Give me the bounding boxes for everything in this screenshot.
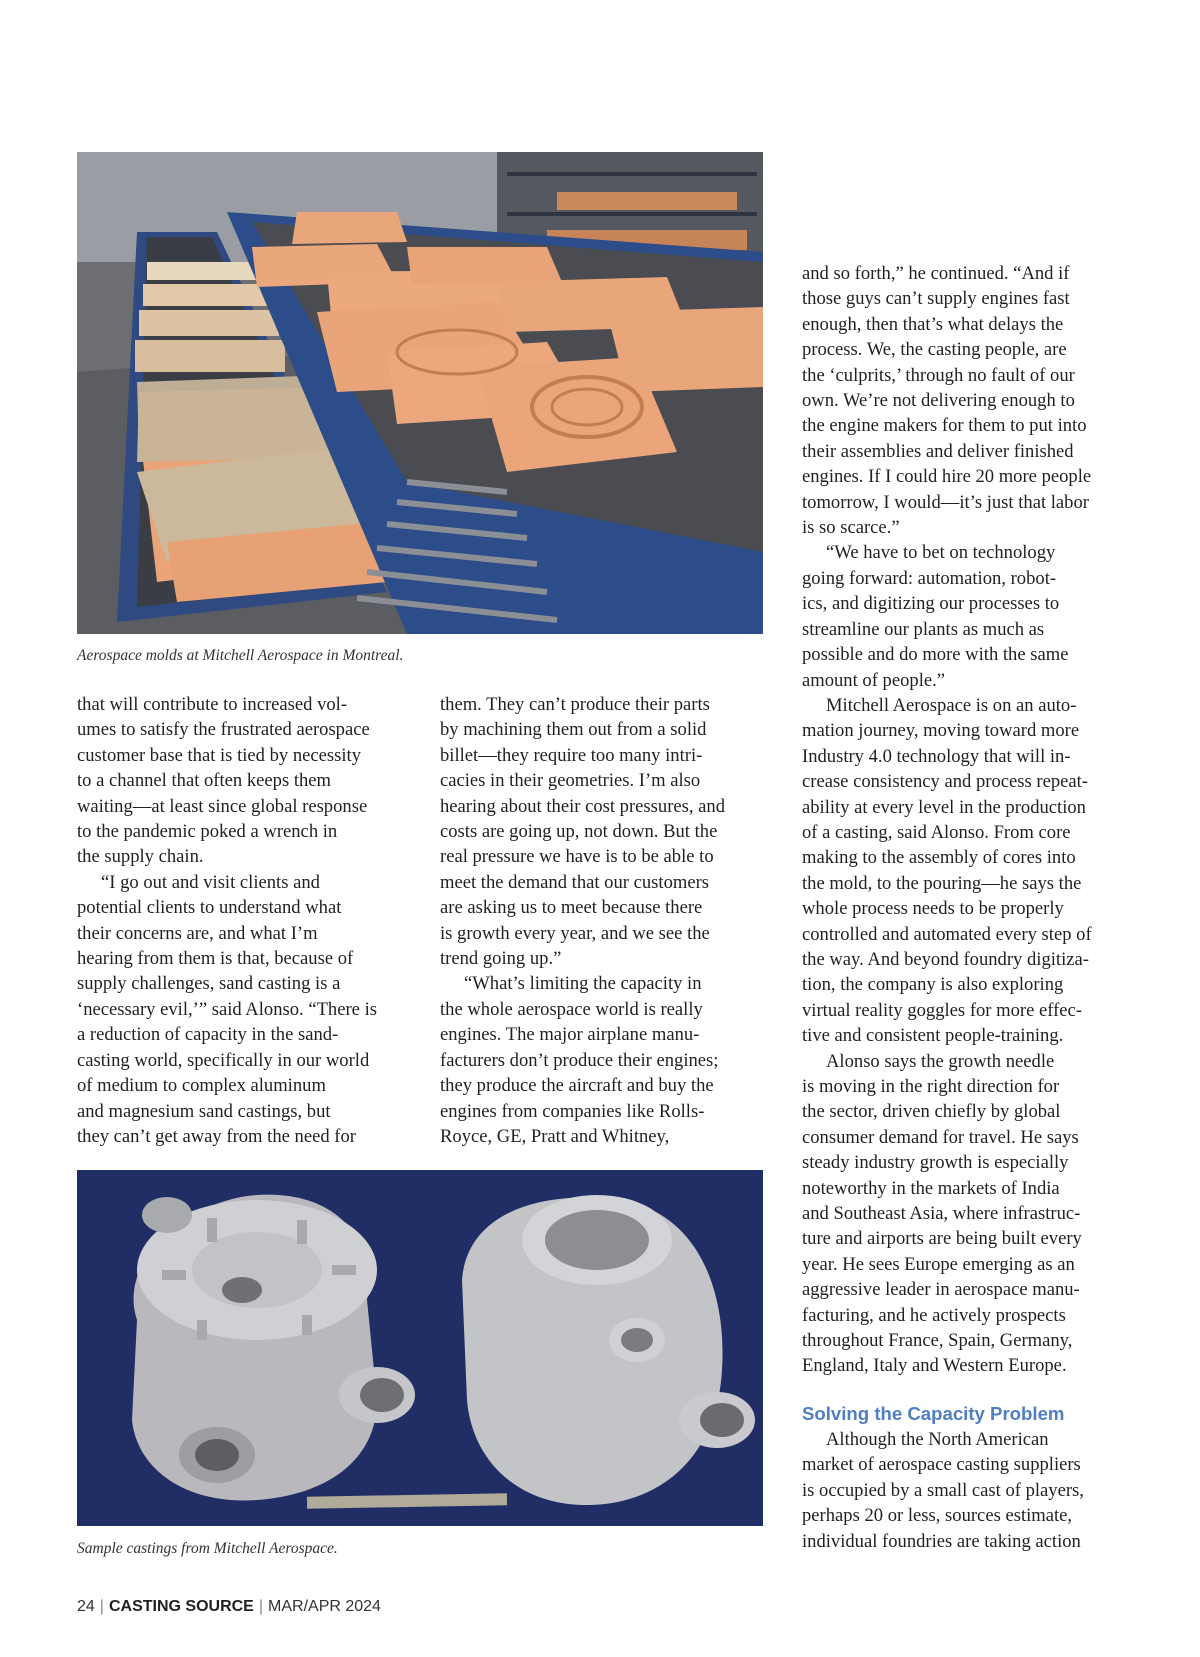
column-1 bbox=[77, 692, 407, 1149]
text-line: consumer demand for travel. He says bbox=[802, 1126, 1079, 1148]
text-line: ture and airports are being built every bbox=[802, 1228, 1082, 1250]
text-line: crease consistency and process repeat- bbox=[802, 771, 1088, 793]
text-line: Mitchell Aerospace is on an auto- bbox=[826, 694, 1077, 716]
col1-paragraph-1 bbox=[77, 692, 407, 870]
text-line: to the pandemic poked a wrench in bbox=[77, 821, 338, 843]
text-line: throughout France, Spain, Germany, bbox=[802, 1330, 1073, 1352]
text-line: waiting—at least since global response bbox=[77, 795, 368, 817]
text-line: perhaps 20 or less, sources estimate, bbox=[802, 1505, 1073, 1527]
text-line: the sector, driven chiefly by global bbox=[802, 1101, 1061, 1123]
col1-paragraph-2 bbox=[77, 870, 407, 1149]
text-line: is moving in the right direction for bbox=[802, 1076, 1060, 1097]
text-line: supply challenges, sand casting is a bbox=[77, 973, 341, 995]
text-line: Royce, GE, Pratt and Whitney, bbox=[440, 1125, 670, 1147]
text-line: by machining them out from a solid bbox=[440, 719, 707, 741]
text-line: noteworthy in the markets of India bbox=[802, 1177, 1060, 1199]
text-line: their concerns are, and what I’m bbox=[77, 922, 318, 944]
text-line: of a casting, said Alonso. From core bbox=[802, 821, 1071, 843]
text-line: Although the North American bbox=[826, 1428, 1049, 1450]
text-line: the way. And beyond foundry digitiza- bbox=[802, 948, 1089, 970]
text-line: Industry 4.0 technology that will in- bbox=[802, 745, 1071, 767]
text-line: “I go out and visit clients and bbox=[101, 871, 320, 893]
col3-paragraph-3 bbox=[802, 693, 1142, 1049]
text-line: facturing, and he actively prospects bbox=[802, 1304, 1066, 1326]
text-line: process. We, the casting people, are bbox=[802, 339, 1067, 361]
text-line: umes to satisfy the frustrated aerospace bbox=[77, 719, 370, 741]
text-line: the supply chain. bbox=[77, 846, 204, 868]
text-line: billet—they require too many intri- bbox=[440, 744, 703, 766]
text-line: the engine makers for them to put into bbox=[802, 415, 1087, 437]
text-line: tive and consistent people-training. bbox=[802, 1025, 1064, 1047]
text-line: and magnesium sand castings, but bbox=[77, 1100, 331, 1122]
text-line: hearing from them is that, because of bbox=[77, 948, 354, 970]
text-line: the ‘culprits,’ through no fault of our bbox=[802, 364, 1075, 386]
magazine-name: CASTING SOURCE bbox=[108, 1598, 254, 1615]
text-line: and so forth,” he continued. “And if bbox=[802, 263, 1070, 284]
text-line: “What’s limiting the capacity in bbox=[464, 973, 702, 995]
text-line: steady industry growth is especially bbox=[802, 1152, 1069, 1174]
text-line: going forward: automation, robot- bbox=[802, 567, 1057, 589]
text-line: aggressive leader in aerospace manu- bbox=[802, 1279, 1080, 1301]
col2-paragraph-1 bbox=[440, 692, 770, 971]
column-2 bbox=[440, 692, 770, 1149]
photo2-caption: Sample castings from Mitchell Aerospace. bbox=[77, 1540, 338, 1557]
text-line: real pressure we have is to be able to bbox=[440, 846, 714, 868]
text-line: meet the demand that our customers bbox=[440, 871, 710, 893]
photo1-caption: Aerospace molds at Mitchell Aerospace in Montreal. bbox=[77, 647, 404, 664]
text-line: enough, then that’s what delays the bbox=[802, 313, 1064, 335]
text-line: that will contribute to increased vol- bbox=[77, 694, 348, 715]
text-line: to a channel that often keeps them bbox=[77, 770, 332, 792]
text-line: those guys can’t supply engines fast bbox=[802, 288, 1070, 310]
text-line: individual foundries are taking action bbox=[802, 1530, 1081, 1552]
text-line: the mold, to the pouring—he says the bbox=[802, 872, 1082, 894]
text-line: controlled and automated every step of bbox=[802, 923, 1092, 945]
col3-paragraph-2 bbox=[802, 540, 1142, 692]
text-line: Alonso says the growth needle bbox=[826, 1050, 1055, 1072]
column-3 bbox=[802, 261, 1142, 1554]
text-line: potential clients to understand what bbox=[77, 897, 342, 919]
col3-paragraph-5 bbox=[802, 1427, 1142, 1554]
text-line: possible and do more with the same bbox=[802, 644, 1069, 666]
text-line: own. We’re not delivering enough to bbox=[802, 390, 1075, 412]
text-line: is occupied by a small cast of players, bbox=[802, 1479, 1084, 1501]
text-line: trend going up.” bbox=[440, 948, 562, 970]
text-line: ‘necessary evil,’” said Alonso. “There is bbox=[77, 998, 377, 1020]
aerospace-molds-photo bbox=[77, 152, 763, 634]
col2-paragraph-2 bbox=[440, 971, 770, 1149]
text-line: ability at every level in the production bbox=[802, 796, 1086, 818]
sample-castings-photo bbox=[77, 1170, 763, 1526]
text-line: cacies in their geometries. I’m also bbox=[440, 770, 701, 792]
text-line: making to the assembly of cores into bbox=[802, 847, 1076, 869]
text-line: and Southeast Asia, where infrastruc- bbox=[802, 1203, 1081, 1225]
text-line: they produce the aircraft and buy the bbox=[440, 1075, 714, 1097]
text-line: virtual reality goggles for more effec- bbox=[802, 999, 1082, 1021]
text-line: mation journey, moving toward more bbox=[802, 720, 1080, 742]
text-line: market of aerospace casting suppliers bbox=[802, 1454, 1081, 1476]
text-line: of medium to complex aluminum bbox=[77, 1075, 326, 1097]
text-line: “We have to bet on technology bbox=[826, 542, 1056, 564]
text-line: they can’t get away from the need for bbox=[77, 1125, 356, 1147]
col3-paragraph-4 bbox=[802, 1049, 1142, 1379]
text-line: casting world, specifically in our world bbox=[77, 1049, 370, 1071]
section-heading: Solving the Capacity Problem bbox=[802, 1402, 1065, 1424]
page-footer: 24 | CASTING SOURCE | MAR/APR 2024 bbox=[77, 1598, 381, 1615]
text-line: amount of people.” bbox=[802, 669, 946, 691]
text-line: customer base that is tied by necessity bbox=[77, 744, 361, 766]
text-line: their assemblies and deliver finished bbox=[802, 440, 1074, 462]
text-line: them. They can’t produce their parts bbox=[440, 694, 710, 715]
text-line: ics, and digitizing our processes to bbox=[802, 593, 1060, 615]
text-line: streamline our plants as much as bbox=[802, 618, 1045, 640]
text-line: hearing about their cost pressures, and bbox=[440, 795, 726, 817]
text-line: a reduction of capacity in the sand- bbox=[77, 1024, 339, 1046]
text-line: the whole aerospace world is really bbox=[440, 998, 703, 1020]
text-line: are asking us to meet because there bbox=[440, 897, 703, 919]
issue-date: MAR/APR 2024 bbox=[268, 1598, 381, 1615]
text-line: England, Italy and Western Europe. bbox=[802, 1355, 1067, 1377]
text-line: tion, the company is also exploring bbox=[802, 974, 1064, 996]
col3-paragraph-1 bbox=[802, 261, 1142, 540]
text-line: tomorrow, I would—it’s just that labor bbox=[802, 491, 1089, 513]
text-line: facturers don’t produce their engines; bbox=[440, 1049, 719, 1071]
text-line: engines. If I could hire 20 more people bbox=[802, 466, 1092, 488]
text-line: engines from companies like Rolls- bbox=[440, 1100, 705, 1122]
text-line: whole process needs to be properly bbox=[802, 898, 1064, 920]
text-line: is growth every year, and we see the bbox=[440, 922, 710, 944]
text-line: year. He sees Europe emerging as an bbox=[802, 1253, 1075, 1275]
text-line: costs are going up, not down. But the bbox=[440, 821, 718, 843]
text-line: engines. The major airplane manu- bbox=[440, 1024, 700, 1046]
page-number: 24 bbox=[77, 1598, 95, 1615]
text-line: is so scarce.” bbox=[802, 517, 900, 539]
